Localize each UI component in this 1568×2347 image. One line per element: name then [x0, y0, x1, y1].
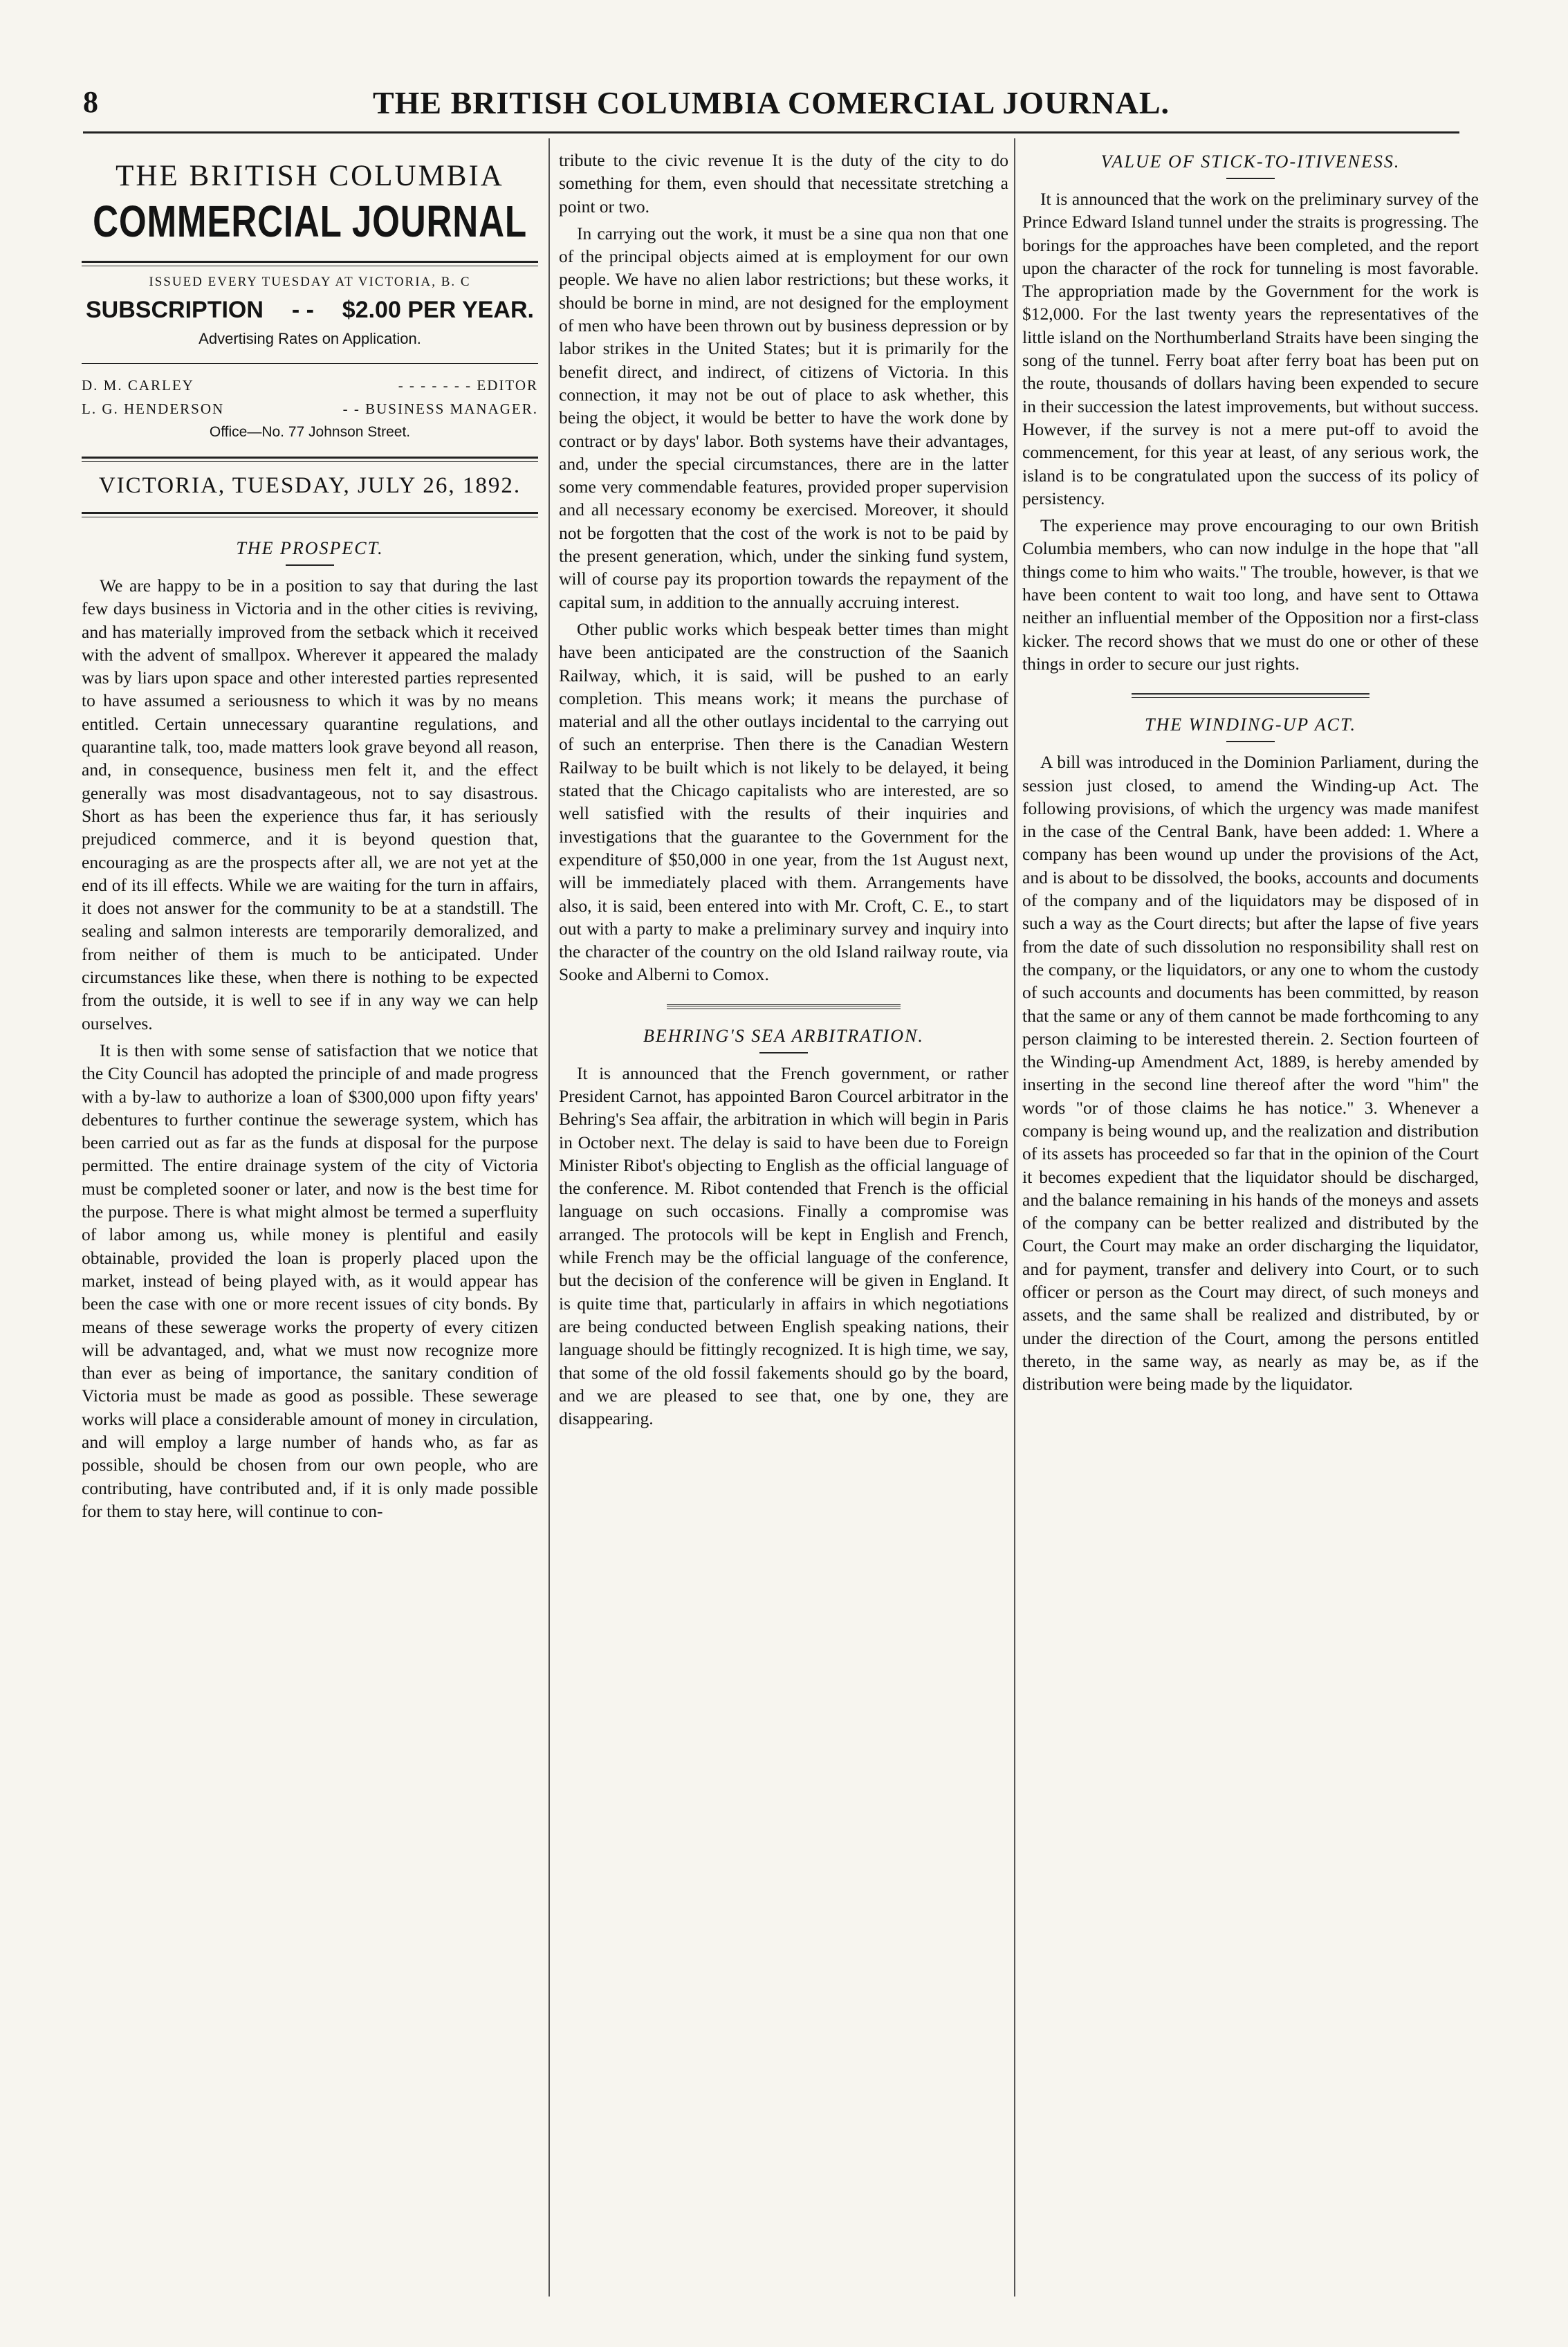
column-1 — [82, 149, 538, 2286]
manager-title: - - BUSINESS MANAGER. — [342, 401, 538, 417]
masthead-line-1: THE BRITISH COLUMBIA — [116, 160, 504, 192]
article-paragraph: In carrying out the work, it must be a sine qua non that one of the principal objects aimed at is employment for our own people. We have no alien labor restrictions; but these works, it should be borne in mind, are not designed for the employment of men who have been thrown out by business depression or by labor strikes in the United States; but it is primarily for the benefit direct, and indirect, of citizens of Victoria. In this connection, it may not be out of place to ask whether, this being the object, it would be better to have the work done by contract or by days' labor. Both systems have their advantages, and, under the special circumstances, there are in the latter some very commendable features, provided proper supervision and all necessary economy be exercised. Moreover, it should not be forgotten that the cost of the work is not to be paid by the present generation, which, under the sinking fund system, will of course pay its proportion towards the repayment of the capital sum, in addition to the annually accruing interest. — [559, 223, 1008, 612]
headline-stick: VALUE OF STICK-TO-ITIVENESS. — [1100, 151, 1401, 172]
masthead-divider — [82, 363, 538, 364]
editor-title: - - - - - - - EDITOR — [398, 377, 538, 394]
running-head — [83, 84, 1459, 126]
section-rule — [667, 1004, 901, 1009]
headline-rule — [286, 564, 334, 566]
article-paragraph: It is then with some sense of satisfaction that we notice that the City Council has adopted the principle of and made progress with a by-law to authorize a loan of $300,000 upon fifty years' debentures to further continue the sewerage system, which has been carried out as far as the funds at disposal for the purpose permitted. The entire drainage system of the city of Victoria must be completed sooner or later, and now is the best time for the purpose. There is what might almost be termed a superfluity of labor among us, while money is plentiful and easily obtainable, provided the loan is properly placed upon the market, instead of being played with, as it would appear has been the case with one or more recent issues of city bonds. By means of these sewerage works the property of every citizen will be advantaged, and, what we must now recognize more than ever as being of importance, the sanitary condition of Victoria must be made as good as possible. These sewerage works will place a considerable amount of money in circulation, and will employ a large number of hands who, as far as possible, should be chosen from our own people, who are contributing, have contributed and, if it is only made possible for them to stay here, will continue to con- — [82, 1040, 538, 1521]
article-paragraph: A bill was introduced in the Dominion Parliament, during the session just closed, to amend the Winding-up Act. The following provisions, of which the urgency was made manifest in the case of the Central Bank, have been added: 1. Where a company has been wound up under the provisions of the Act, and is about to be dissolved, the books, accounts and documents of the company and of the liquidators may be disposed of in such a way as the Court directs; but after the lapse of five years from the date of such dissolution no responsibility shall rest on the company, or the liquidators, or any one to whom the custody of such accounts and documents has been committed, by reason that the same or any of them cannot be made forthcoming to any person claiming to be interested therein. 2. Section fourteen of the Winding-up Amendment Act, 1889, is hereby amended by inserting in the second line thereof after the word "him" the words "or of those claims he has notice." 3. Whenever a company is being wound up, and the realization and distribution of its assets has proceeded so far that in the opinion of the Court it becomes expedient that the liquidator should be discharged, and the balance remaining in his hands of the moneys and assets of the company can be better realized and distributed by the Court, the Court may make an order discharging the liquidator, and for payment, transfer and delivery into Court, or to such officer or person as the Court may direct, of such moneys and assets, and the same shall be realized and distributed, by or under the direction of the Court, among the persons entitled thereto, in the same way, as nearly as may be, as if the distribution were being made by the liquidator. — [1022, 752, 1479, 1395]
section-rule — [1132, 693, 1369, 698]
column-2 — [559, 149, 1008, 2286]
running-title: THE BRITISH COLUMBIA COMERCIAL JOURNAL. — [372, 85, 1170, 120]
masthead-rule — [82, 457, 538, 462]
column-divider — [548, 138, 550, 2297]
masthead — [82, 158, 538, 517]
masthead-rule — [82, 261, 538, 266]
editor-row — [82, 374, 538, 397]
dateline: VICTORIA, TUESDAY, JULY 26, 1892. — [98, 473, 522, 498]
headline-rule — [1226, 178, 1275, 179]
column-divider — [1014, 138, 1015, 2297]
headline-rule — [759, 1052, 808, 1053]
header-rule — [83, 131, 1459, 134]
manager-name: L. G. HENDERSON — [82, 401, 225, 417]
subscription-line — [82, 293, 538, 327]
advertising-line: Advertising Rates on Application. — [199, 330, 421, 347]
article-paragraph: Other public works which bespeak better times than might have been anticipated are the construction of the Saanich Railway, which, it is said, will be pushed to an early completion. This means work; it means the purchase of material and all the other outlays incidental to the carrying out of such an enterprise. Then there is the Canadian Western Railway to be built which is not likely to be delayed, it being stated that the Chicago capitalists who are interested, are so well satisfied with the results of their inquiries and investigations that the guarantee to the Government for the expenditure of $50,000 in one year, from the 1st August next, will be immediately placed with them. Arrangements have also, it is said, been entered into with Mr. Croft, C. E., to start out with a party to make a preliminary survey and inquiry into the character of the country on the old Island railway route, via Sooke and Alberni to Comox. — [559, 618, 1008, 985]
manager-row — [82, 397, 538, 421]
office-line: Office—No. 77 Johnson Street. — [209, 424, 411, 440]
editor-name: D. M. CARLEY — [82, 377, 194, 394]
article-paragraph: It is announced that the work on the preliminary survey of the Prince Edward Island tunnel under the straits is progressing. The borings for the approaches have been completed, and the report upon the character of the rock for tunneling is most favorable. The appropriation made by the Government for the work is $12,000. For the last twenty years the representatives of the little island on the Northumberland Straits have been singing the song of the tunnel. Ferry boat after ferry boat has been put on the route, thousands of dollars having been expended to secure in their succession the latest improvements, but without success. However, if the survey is not a mere put-off to avoid the commencement, for this year at least, of any serious work, the island is to be congratulated upon the success of its policy of persistency. — [1022, 189, 1479, 508]
subscription-price: $2.00 PER YEAR. — [342, 297, 534, 323]
subscription-dashes: - - — [291, 297, 314, 323]
headline-prospect: THE PROSPECT. — [236, 538, 384, 558]
article-paragraph: The experience may prove encouraging to our own British Columbia members, who can now indulge in the hope that "all things come to him who waits." The trouble, however, is that we have been content to wait too long, and have sent to Ottawa neither an influential member of the Opposition nor a first-class kicker. The record shows that we must do one or other of these things in order to secure our just rights. — [1022, 515, 1479, 674]
column-3 — [1022, 149, 1479, 2286]
article-paragraph: It is announced that the French government, or rather President Carnot, has appointed Baron Courcel arbitrator in the Behring's Sea affair, the arbitration in which will begin in Paris in October next. The delay is said to have been due to Foreign Minister Ribot's objecting to English as the official language of the conference. M. Ribot contended that French is the official language on such occasions. Finally a compromise was arranged. The protocols will be kept in English and French, while French may be the official language of the conference, but the decision of the conference will be given in England. It is quite time that, particularly in affairs in which negotiations are being conducted between English speaking nations, their language should be fittingly recognized. It is high time, we say, that some of the old fossil fakements should go by the board, and we are pleased to see that, one by one, they are disappearing. — [559, 1062, 1008, 1429]
headline-winding: THE WINDING-UP ACT. — [1145, 715, 1356, 735]
subscription-label: SUBSCRIPTION — [86, 297, 264, 323]
page-number: 8 — [83, 85, 98, 119]
issued-line: ISSUED EVERY TUESDAY AT VICTORIA, B. C — [149, 275, 471, 289]
masthead-rule — [82, 512, 538, 517]
masthead-title: COMMERCIAL JOURNAL — [93, 196, 527, 246]
article-paragraph: tribute to the civic revenue It is the duty of the city to do something for them, even should that necessitate stretching a point or two. — [559, 150, 1008, 217]
headline-rule — [1226, 741, 1275, 742]
headline-behring: BEHRING'S SEA ARBITRATION. — [643, 1025, 924, 1046]
article-paragraph: We are happy to be in a position to say that during the last few days business in Victoria and in the other cities is reviving, and has materially improved from the setback which it received with the advent of smallpox. Wherever it appeared the malady was by liars upon space and other interested parties represented to have assumed a seriousness to which it was by no means entitled. Certain unnecessary quarantine regulations, and quarantine talk, too, made matters look grave beyond all reason, and, in consequence, business men felt it, and the effect generally was most disadvantageous, not to say disastrous. Short as has been the experience thus far, it has seriously prejudiced commerce, and it is beyond question that, encouraging as are the prospects after all, we are not yet at the end of its ill effects. While we are waiting for the turn in affairs, it does not answer for the community to be at a standstill. The sealing and salmon interests are temporarily demoralized, and from neither of them is much to be anticipated. Under circumstances like these, when there is nothing to be expected from the outside, it is well to see if in any way we can help ourselves. — [82, 576, 538, 1033]
